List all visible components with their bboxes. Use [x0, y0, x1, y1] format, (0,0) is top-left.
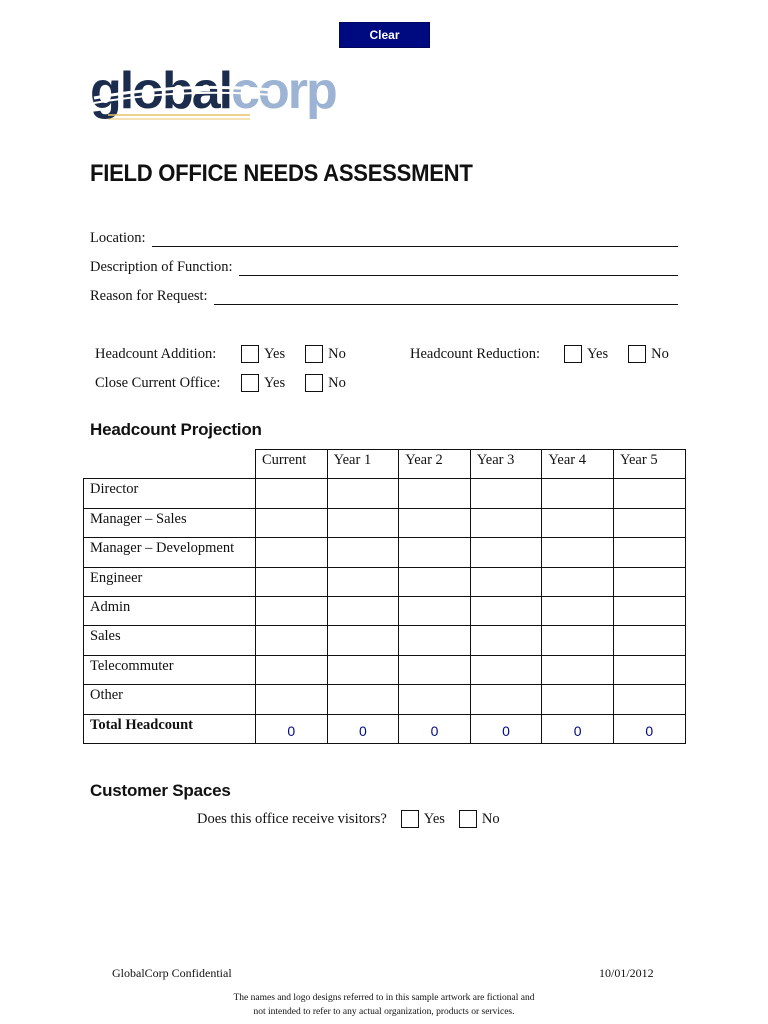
headcount-addition-yes-checkbox[interactable] [241, 345, 259, 363]
table-cell-input[interactable] [327, 479, 399, 508]
table-row [84, 626, 686, 655]
table-cell-input[interactable] [613, 538, 685, 567]
total-value: 0 [470, 714, 542, 743]
column-header: Year 1 [327, 450, 399, 479]
headcount-addition-label: Headcount Addition: [95, 345, 217, 362]
headcount-addition-no-checkbox[interactable] [305, 345, 323, 363]
column-header: Year 4 [542, 450, 614, 479]
column-header: Year 3 [470, 450, 542, 479]
table-cell-input[interactable] [399, 626, 471, 655]
logo-swoosh-lines-icon [90, 60, 280, 130]
reason-input[interactable] [214, 291, 678, 305]
table-cell-input[interactable] [256, 655, 328, 684]
total-value: 0 [613, 714, 685, 743]
row-label: Telecommuter [84, 655, 256, 684]
table-cell-input[interactable] [470, 626, 542, 655]
table-cell-input[interactable] [613, 626, 685, 655]
globalcorp-logo [90, 60, 336, 130]
no-label: No [328, 345, 346, 362]
description-label: Description of Function: [90, 259, 233, 275]
no-label: No [328, 374, 346, 391]
total-value: 0 [542, 714, 614, 743]
table-cell-input[interactable] [613, 596, 685, 625]
table-cell-input[interactable] [399, 538, 471, 567]
yes-label: Yes [423, 810, 445, 827]
visitors-question: Does this office receive visitors? [197, 810, 387, 827]
table-cell-input[interactable] [542, 538, 614, 567]
table-cell-input[interactable] [542, 626, 614, 655]
table-cell-input[interactable] [542, 596, 614, 625]
table-cell-input[interactable] [613, 479, 685, 508]
table-cell-input[interactable] [470, 508, 542, 537]
total-headcount-label: Total Headcount [84, 714, 256, 743]
visitors-yes-checkbox[interactable] [401, 810, 419, 828]
page-title: FIELD OFFICE NEEDS ASSESSMENT [90, 160, 473, 187]
total-value: 0 [327, 714, 399, 743]
table-row [84, 685, 686, 714]
table-cell-input[interactable] [399, 508, 471, 537]
table-cell-input[interactable] [542, 508, 614, 537]
visitors-no-checkbox[interactable] [459, 810, 477, 828]
table-cell-input[interactable] [613, 567, 685, 596]
table-cell-input[interactable] [256, 596, 328, 625]
table-row [84, 538, 686, 567]
table-cell-input[interactable] [542, 567, 614, 596]
close-office-row [95, 374, 366, 392]
location-label: Location: [90, 230, 146, 246]
headcount-projection-table [83, 449, 686, 744]
visitors-row [197, 810, 520, 828]
headcount-addition-row [95, 345, 366, 363]
row-label: Engineer [84, 567, 256, 596]
table-cell-input[interactable] [470, 655, 542, 684]
row-label: Director [84, 479, 256, 508]
table-corner [84, 450, 256, 479]
close-office-label: Close Current Office: [95, 374, 221, 391]
reason-row [90, 288, 678, 305]
table-cell-input[interactable] [542, 655, 614, 684]
total-row [84, 714, 686, 743]
headcount-projection-heading: Headcount Projection [90, 420, 262, 439]
table-cell-input[interactable] [327, 567, 399, 596]
table-cell-input[interactable] [327, 685, 399, 714]
location-input[interactable] [152, 233, 678, 247]
logo-text-corp: corp [231, 62, 336, 120]
table-cell-input[interactable] [256, 479, 328, 508]
table-cell-input[interactable] [613, 655, 685, 684]
table-cell-input[interactable] [613, 685, 685, 714]
table-cell-input[interactable] [327, 626, 399, 655]
total-value: 0 [256, 714, 328, 743]
close-office-yes-checkbox[interactable] [241, 374, 259, 392]
table-cell-input[interactable] [327, 596, 399, 625]
table-header-row [84, 450, 686, 479]
row-label: Manager – Sales [84, 508, 256, 537]
disclaimer-line: The names and logo designs referred to in this sample artwork are fictional and [233, 993, 535, 1003]
close-office-no-checkbox[interactable] [305, 374, 323, 392]
description-input[interactable] [239, 262, 678, 276]
logo-text-global: global [90, 62, 232, 120]
no-label: No [651, 345, 669, 362]
yes-label: Yes [264, 345, 286, 362]
table-cell-input[interactable] [256, 567, 328, 596]
column-header: Year 2 [399, 450, 471, 479]
table-cell-input[interactable] [470, 538, 542, 567]
yes-label: Yes [587, 345, 609, 362]
description-row [90, 259, 678, 276]
row-label: Manager – Development [84, 538, 256, 567]
disclaimer-line: not intended to refer to any actual organization, products or services. [253, 1007, 515, 1017]
table-cell-input[interactable] [613, 508, 685, 537]
total-value: 0 [399, 714, 471, 743]
yes-label: Yes [264, 374, 286, 391]
reason-label: Reason for Request: [90, 288, 208, 304]
headcount-reduction-no-checkbox[interactable] [628, 345, 646, 363]
table-row [84, 508, 686, 537]
row-label: Other [84, 685, 256, 714]
footer-confidential: GlobalCorp Confidential [112, 966, 232, 980]
table-cell-input[interactable] [399, 479, 471, 508]
table-cell-input[interactable] [470, 567, 542, 596]
column-header: Year 5 [613, 450, 685, 479]
table-cell-input[interactable] [256, 626, 328, 655]
table-cell-input[interactable] [542, 479, 614, 508]
table-cell-input[interactable] [256, 538, 328, 567]
table-cell-input[interactable] [470, 596, 542, 625]
table-cell-input[interactable] [399, 567, 471, 596]
table-row [84, 567, 686, 596]
headcount-reduction-label: Headcount Reduction: [410, 345, 541, 362]
headcount-reduction-row [410, 345, 669, 363]
table-row [84, 655, 686, 684]
table-cell-input[interactable] [256, 508, 328, 537]
table-cell-input[interactable] [327, 655, 399, 684]
footer-disclaimer [200, 991, 568, 1019]
table-cell-input[interactable] [327, 508, 399, 537]
row-label: Admin [84, 596, 256, 625]
table-cell-input[interactable] [470, 479, 542, 508]
row-label: Sales [84, 626, 256, 655]
column-header: Current [256, 450, 328, 479]
headcount-reduction-yes-checkbox[interactable] [564, 345, 582, 363]
table-row [84, 479, 686, 508]
location-row [90, 230, 678, 247]
customer-spaces-heading: Customer Spaces [90, 781, 231, 800]
table-cell-input[interactable] [399, 685, 471, 714]
table-cell-input[interactable] [542, 685, 614, 714]
table-cell-input[interactable] [256, 685, 328, 714]
table-cell-input[interactable] [399, 655, 471, 684]
clear-button[interactable]: Clear [339, 22, 430, 48]
table-cell-input[interactable] [327, 538, 399, 567]
footer-date: 10/01/2012 [599, 966, 654, 980]
no-label: No [481, 810, 500, 827]
table-cell-input[interactable] [470, 685, 542, 714]
table-cell-input[interactable] [399, 596, 471, 625]
table-row [84, 596, 686, 625]
